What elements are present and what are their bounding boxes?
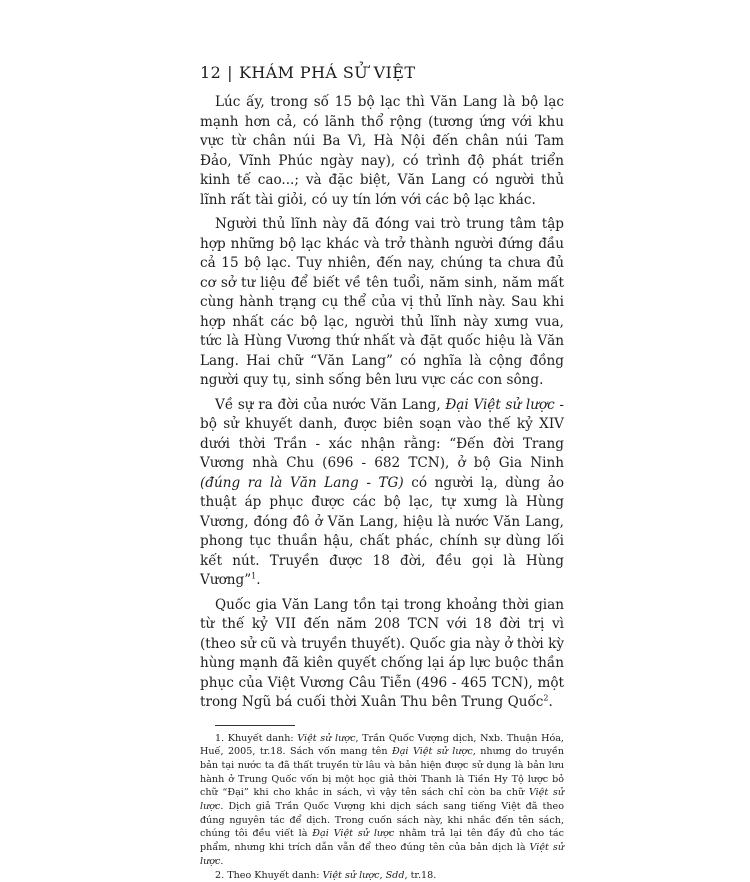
paragraph	[200, 215, 564, 391]
running-header	[200, 63, 600, 82]
footnote	[200, 869, 564, 882]
text-run: 2. Theo Khuyết danh:	[215, 870, 323, 881]
text-run: Quốc gia Văn Lang tồn tại trong khoảng thời gian từ thế kỷ VII đến năm 208 TCN với 18 đời trị vì (theo sử cũ và truyền thuyết). Quốc gia này ở thời kỳ hùng mạnh đã kiên quyết chống lại áp lực buộc thần phục của Việt Vương Câu Tiễn (496 - 465 TCN), một trong Ngũ bá cuối thời Xuân Thu bên Trung Quốc	[200, 597, 564, 711]
italic-text: Đại Việt sử lược	[392, 746, 473, 757]
italic-text: Đại Việt sử lược	[445, 397, 554, 413]
text-run: Lúc ấy, trong số 15 bộ lạc thì Văn Lang là bộ lạc mạnh hơn cả, có lãnh thổ rộng (tương ứng với khu vực từ chân núi Ba Vì, Hà Nội đến chân núi Tam Đảo, Vĩnh Phúc ngày nay), có trình độ phát triển kinh tế cao...; và đặc biệt, Văn Lang có người thủ lĩnh rất tài giỏi, có uy tín lớn với các bộ lạc khác.	[200, 94, 564, 208]
footnote-marker: 1	[251, 571, 256, 580]
italic-text: Việt sử lược	[297, 733, 355, 744]
paragraphs	[200, 93, 564, 713]
page-number: 12	[200, 63, 221, 82]
text-run: .	[549, 694, 553, 710]
text-run: nhằm trả lại tên đầy đủ cho tác phẩm, nhưng khi trích dẫn vẫn để theo đúng tên của bản dịch là	[200, 828, 564, 853]
footnotes	[200, 732, 564, 882]
book-title: KHÁM PHÁ SỬ VIỆT	[239, 63, 415, 82]
text-run: , nhưng do truyền bản tại nước ta đã thất truyền từ lâu và bản hiện được sử dụng là bản lưu hành ở Trung Quốc vốn bị một học giả thời Thanh là Tiền Hy Tộ lược bỏ chữ “Đại” khi cho khắc in sách, vì vậy tên sách chỉ còn ba chữ	[200, 746, 564, 798]
footnote-marker: 2	[543, 693, 548, 702]
text-run: , tr.18.	[404, 870, 436, 881]
text-run: Người thủ lĩnh này đã đóng vai trò trung tâm tập hợp những bộ lạc khác và trở thành người đứng đầu cả 15 bộ lạc. Tuy nhiên, đến nay, chúng ta chưa đủ cơ sở tư liệu để biết về tên tuổi, năm sinh, năm mất cùng hành trạng cụ thể của vị thủ lĩnh này. Sau khi hợp nhất các bộ lạc, người thủ lĩnh này xưng vua, tức là Hùng Vương thứ nhất và đặt quốc hiệu là Văn Lang. Hai chữ “Văn Lang” có nghĩa là cộng đồng người quy tụ, sinh sống bên lưu vực các con sông.	[200, 216, 564, 388]
footnote	[200, 732, 564, 869]
paragraph	[200, 93, 564, 210]
text-run: Về sự ra đời của nước Văn Lang,	[215, 397, 445, 413]
text-run: , Trần Quốc Vượng dịch, Nxb. Thuận Hóa, Huế, 2005, tr.18. Sách vốn mang tên	[200, 733, 564, 758]
italic-text: Việt sử lược	[200, 842, 564, 867]
text-run: . Dịch giả Trần Quốc Vượng khi dịch sách sang tiếng Việt đã theo đúng nguyên tác để dịch. Trong cuốn sách này, khi nhắc đến tên sách, chúng tôi đều viết là	[200, 801, 564, 839]
paragraph	[200, 396, 564, 591]
italic-text: Việt sử lược	[200, 787, 564, 812]
text-run: có người lạ, dùng ảo thuật áp phục được các bộ lạc, tự xưng là Hùng Vương, đóng đô ở Văn Lang, hiệu là nước Văn Lang, phong tục thuần hậu, chất phác, chính sự dùng lối kết nút. Truyền được 18 đời, đều gọi là Hùng Vương”	[200, 475, 564, 589]
text-run: - bộ sử khuyết danh, được biên soạn vào thế kỷ XIV dưới thời Trần - xác nhận rằng: “Đến đời Trang Vương nhà Chu (696 - 682 TCN), ở bộ Gia Ninh	[200, 397, 564, 472]
italic-text: Đại Việt sử lược	[312, 828, 394, 839]
italic-text: (đúng ra là Văn Lang - TG)	[200, 475, 404, 491]
footnote-rule	[215, 725, 295, 726]
paragraph	[200, 596, 564, 713]
text-run: .	[256, 572, 260, 588]
text-run: .	[220, 856, 223, 867]
body-text	[200, 93, 564, 882]
header-separator: |	[221, 63, 239, 82]
text-run: 1. Khuyết danh:	[215, 733, 297, 744]
italic-text: Việt sử lược, Sdd	[323, 870, 405, 881]
